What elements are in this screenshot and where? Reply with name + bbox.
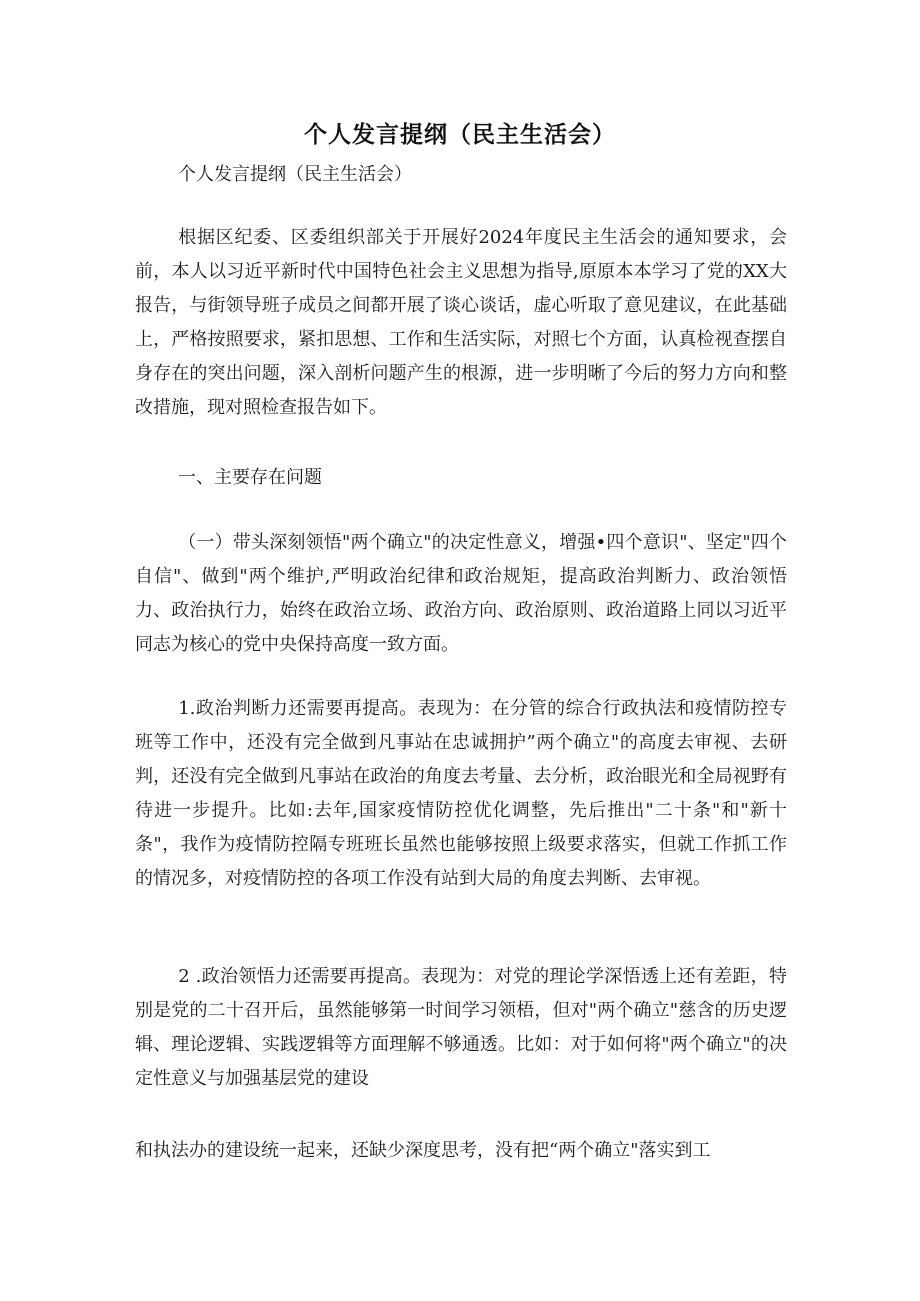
document-title: 个人发言提纲（民主生活会） <box>304 122 616 148</box>
continuation-paragraph: 和执法办的建设统一起来，还缺少深度思考，没有把“两个确立"落实到工 <box>135 1140 711 1161</box>
subsection-paragraph-1: （一）带头深刻领悟"两个确立"的决定性意义，增强•四个意识"、坚定"四个自信"、做到"两个维护,严明政治纪律和政治规矩，提高政治判断力、政治领悟力、政治执行力，始终在政治立场、政治方向、政治原则、政治道路上同以习近平同志为核心的党中央保持高度一致方面。 <box>135 532 787 655</box>
section-heading-problems: 一、主要存在问题 <box>178 467 322 488</box>
item-paragraph-2: 2 .政治领悟力还需要再提高。表现为：对党的理论学深悟透上还有差距，特别是党的二十召开后，虽然能够第一时间学习领梧，但对"两个确立"慈含的历史逻辑、理论逻辑、实践逻辑等方面理解不够通透。比如：对于如何将"两个确立"的决定性意义与加强基层党的建设 <box>135 966 787 1089</box>
document-subtitle: 个人发言提纲（民主生活会） <box>178 164 412 185</box>
item-paragraph-1: 1.政治判断力还需要再提高。表现为：在分管的综合行政执法和疫情防控专班等工作中，还没有完全做到凡事站在忠诚拥护”两个确立"的高度去审视、去研判，还没有完全做到凡事站在政治的角度去考量、去分析，政治眼光和全局视野有待进一步提升。比如:去年,国家疫情防控优化调整，先后推出"二十条"和"新十条"，我作为疫情防控隔专班班长虽然也能够按照上级要求落实，但就工作抓工作的情况多，对疫情防控的各项工作没有站到大局的角度去判断、去审视。 <box>135 698 787 889</box>
intro-paragraph: 根据区纪委、区委组织部关于开展好2024年度民主生活会的通知要求，会前，本人以习近平新时代中国特色社会主义思想为指导,原原本本学习了党的XX大报告，与街领导班子成员之间都开展了谈心谈话，虚心听取了意见建议，在此基础上，严格按照要求，紧扣思想、工作和生活实际，对照七个方面，认真检视查摆自身存在的突出问题，深入剖析问题产生的根源，进一步明晰了今后的努力方向和整改措施，现对照检查报告如下。 <box>135 227 787 418</box>
